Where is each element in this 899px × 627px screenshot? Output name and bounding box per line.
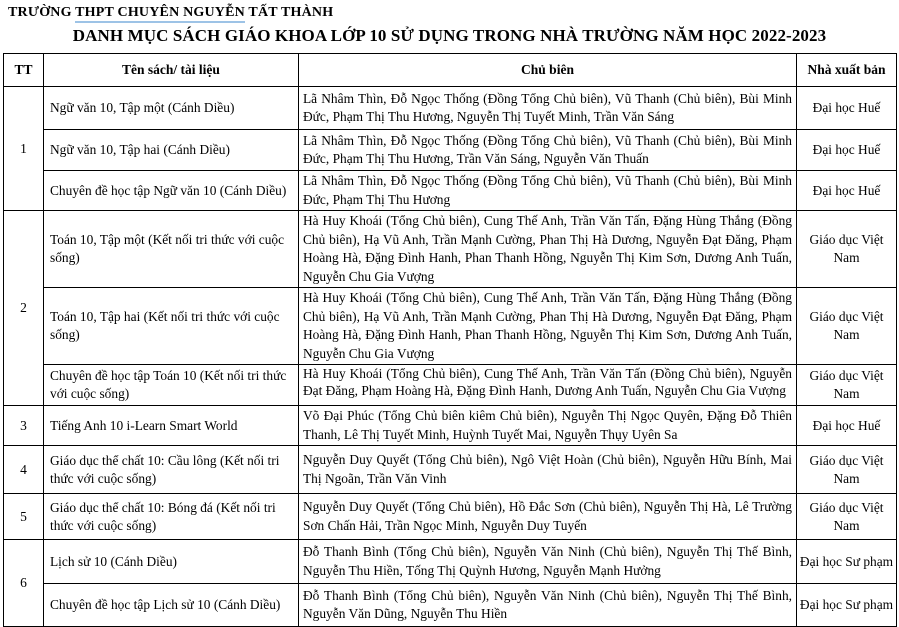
table-row (4, 494, 897, 540)
tt-cell: 2 (4, 211, 44, 406)
publisher-cell: Đại học Sư phạm (797, 540, 897, 584)
table-row (4, 540, 897, 584)
school-name-underlined: THPT CHUYÊN NGUYỄN (75, 5, 245, 23)
column-header-title: Tên sách/ tài liệu (44, 54, 299, 87)
publisher-cell: Đại học Huế (797, 406, 897, 446)
authors-cell: Võ Đại Phúc (Tổng Chủ biên kiêm Chủ biên), Nguyễn Thị Ngọc Quyên, Đặng Đỗ Thiên Thanh, Lê Thị Tuyết Minh, Huỳnh Tuyết Mai, Nguyễn Thụy Uyên Sa (299, 406, 797, 446)
tt-cell: 4 (4, 446, 44, 494)
authors-cell: Hà Huy Khoái (Tổng Chủ biên), Cung Thế Anh, Trần Văn Tấn, Đặng Hùng Thắng (Đồng Chủ biên), Hạ Vũ Anh, Trần Mạnh Cường, Phan Thị Hà Dương, Nguyễn Đạt Đăng, Phạm Hoàng Hà, Đặng Đình Hanh, Phan Thanh Hồng, Nguyễn Thị Kim Sơn, Dương Anh Tuấn, Nguyễn Chu Gia Vượng (299, 211, 797, 288)
publisher-cell: Giáo dục Việt Nam (797, 365, 897, 406)
book-title-cell: Chuyên đề học tập Ngữ văn 10 (Cánh Diều) (44, 171, 299, 211)
book-title-cell: Chuyên đề học tập Toán 10 (Kết nối tri thức với cuộc sống) (44, 365, 299, 406)
publisher-cell: Giáo dục Việt Nam (797, 288, 897, 365)
book-title-cell: Giáo dục thể chất 10: Bóng đá (Kết nối tri thức với cuộc sống) (44, 494, 299, 540)
publisher-cell: Giáo dục Việt Nam (797, 446, 897, 494)
table-row (4, 584, 897, 627)
table-header-row (4, 54, 897, 87)
table-row (4, 406, 897, 446)
book-title-cell: Ngữ văn 10, Tập hai (Cánh Diều) (44, 130, 299, 171)
book-title-cell: Ngữ văn 10, Tập một (Cánh Diều) (44, 87, 299, 130)
school-name-prefix: TRƯỜNG (8, 5, 76, 20)
publisher-cell: Đại học Huế (797, 87, 897, 130)
authors-cell: Đỗ Thanh Bình (Tổng Chủ biên), Nguyễn Văn Ninh (Chủ biên), Nguyễn Thị Thế Bình, Nguyễn Thu Hiền, Tống Thị Quỳnh Hương, Nguyễn Mạnh Hưởng (299, 540, 797, 584)
publisher-cell: Giáo dục Việt Nam (797, 494, 897, 540)
table-row (4, 365, 897, 406)
authors-clipped-text: Hà Huy Khoái (Tổng Chủ biên), Cung Thế Anh, Trần Văn Tấn (Đồng Chủ biên), Nguyễn Đạt Đăng, Phạm Hoàng Hà, Đặng Đình Hanh, Dương Anh Tuấn, Nguyễn Chu Gia Vượng (303, 366, 792, 398)
book-title-cell: Lịch sử 10 (Cánh Diều) (44, 540, 299, 584)
table-row (4, 130, 897, 171)
school-name-suffix: TẤT THÀNH (244, 5, 334, 20)
table-row (4, 446, 897, 494)
tt-cell: 1 (4, 87, 44, 211)
book-title-cell: Giáo dục thể chất 10: Cầu lông (Kết nối tri thức với cuộc sống) (44, 446, 299, 494)
book-title-cell: Tiếng Anh 10 i-Learn Smart World (44, 406, 299, 446)
table-row (4, 288, 897, 365)
school-name (0, 0, 899, 21)
authors-cell: Lã Nhâm Thìn, Đỗ Ngọc Thống (Đồng Tổng Chủ biên), Vũ Thanh (Chủ biên), Bùi Minh Đức, Phạm Thị Thu Hương (299, 171, 797, 211)
authors-cell: Hà Huy Khoái (Tổng Chủ biên), Cung Thế Anh, Trần Văn Tấn, Đặng Hùng Thắng (Đồng Chủ biên), Hạ Vũ Anh, Trần Mạnh Cường, Phan Thị Hà Dương, Nguyễn Đạt Đăng, Phạm Hoàng Hà, Đặng Đình Hanh, Phan Thanh Hồng, Nguyễn Thị Kim Sơn, Dương Anh Tuấn, Nguyễn Chu Gia Vượng (299, 288, 797, 365)
tt-cell: 5 (4, 494, 44, 540)
table-row (4, 87, 897, 130)
column-header-authors: Chủ biên (299, 54, 797, 87)
tt-cell: 6 (4, 540, 44, 627)
column-header-tt: TT (4, 54, 44, 87)
book-title-cell: Chuyên đề học tập Lịch sử 10 (Cánh Diều) (44, 584, 299, 627)
book-title-cell: Toán 10, Tập một (Kết nối tri thức với cuộc sống) (44, 211, 299, 288)
authors-cell: Đỗ Thanh Bình (Tổng Chủ biên), Nguyễn Văn Ninh (Chủ biên), Nguyễn Thị Thế Bình, Nguyễn Văn Dũng, Nguyễn Thu Hiền (299, 584, 797, 627)
page-title: DANH MỤC SÁCH GIÁO KHOA LỚP 10 SỬ DỤNG TRONG NHÀ TRƯỜNG NĂM HỌC 2022-2023 (72, 26, 827, 45)
column-header-publisher: Nhà xuất bản (797, 54, 897, 87)
tt-cell: 3 (4, 406, 44, 446)
authors-cell: Nguyễn Duy Quyết (Tổng Chủ biên), Hồ Đắc Sơn (Chủ biên), Nguyễn Thị Hà, Lê Trường Sơn Chấn Hải, Trần Ngọc Minh, Nguyễn Duy Tuyến (299, 494, 797, 540)
authors-cell: Nguyễn Duy Quyết (Tổng Chủ biên), Ngô Việt Hoàn (Chủ biên), Nguyễn Hữu Bính, Mai Thị Ngoãn, Trần Văn Vinh (299, 446, 797, 494)
authors-cell: Lã Nhâm Thìn, Đỗ Ngọc Thống (Đồng Tổng Chủ biên), Vũ Thanh (Chủ biên), Bùi Minh Đức, Phạm Thị Thu Hương, Trần Văn Sáng, Nguyễn Văn Thuấn (299, 130, 797, 171)
table-row (4, 171, 897, 211)
publisher-cell: Đại học Huế (797, 130, 897, 171)
publisher-cell: Giáo dục Việt Nam (797, 211, 897, 288)
authors-cell: Lã Nhâm Thìn, Đỗ Ngọc Thống (Đồng Tổng Chủ biên), Vũ Thanh (Chủ biên), Bùi Minh Đức, Phạm Thị Thu Hương, Nguyễn Thị Tuyết Minh, Trần Văn Sáng (299, 87, 797, 130)
table-row (4, 211, 897, 288)
publisher-cell: Đại học Huế (797, 171, 897, 211)
textbook-table (3, 53, 897, 627)
book-title-cell: Toán 10, Tập hai (Kết nối tri thức với cuộc sống) (44, 288, 299, 365)
authors-cell (299, 365, 797, 406)
publisher-cell: Đại học Sư phạm (797, 584, 897, 627)
